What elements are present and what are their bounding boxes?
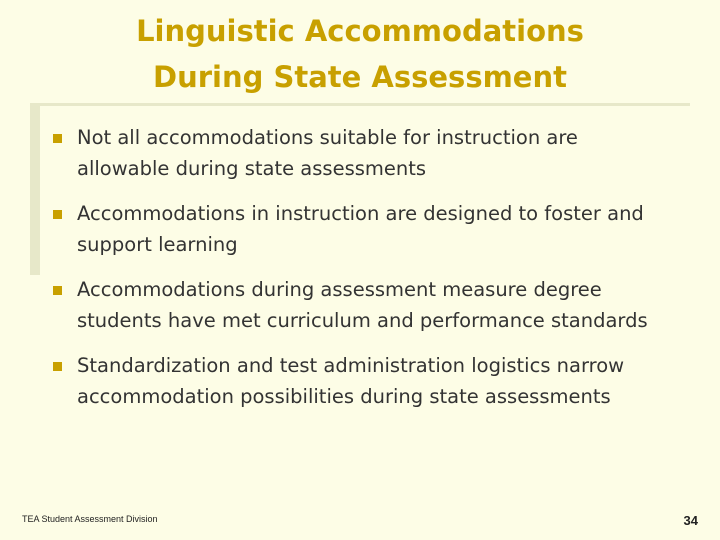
square-bullet-icon	[53, 362, 62, 371]
slide-title-line-2: During State Assessment	[153, 60, 567, 94]
bullet-item	[50, 274, 670, 336]
slide-title-line-1: Linguistic Accommodations	[136, 14, 584, 48]
bullet-item	[50, 350, 670, 412]
slide-title	[40, 8, 680, 100]
left-accent-bar	[30, 103, 40, 275]
square-bullet-icon	[53, 134, 62, 143]
bullet-text: Accommodations in instruction are designed to foster and support learning	[77, 202, 644, 256]
bullet-list	[50, 122, 670, 426]
bullet-text: Accommodations during assessment measure degree students have met curriculum and performance standards	[77, 278, 648, 332]
footer-organization: TEA Student Assessment Division	[22, 514, 158, 524]
bullet-item	[50, 122, 670, 184]
square-bullet-icon	[53, 210, 62, 219]
bullet-item	[50, 198, 670, 260]
page-number: 34	[683, 513, 698, 528]
bullet-text: Not all accommodations suitable for instruction are allowable during state assessments	[77, 126, 578, 180]
square-bullet-icon	[53, 286, 62, 295]
bullet-text: Standardization and test administration logistics narrow accommodation possibilities during state assessments	[77, 354, 625, 408]
title-divider	[30, 103, 690, 106]
